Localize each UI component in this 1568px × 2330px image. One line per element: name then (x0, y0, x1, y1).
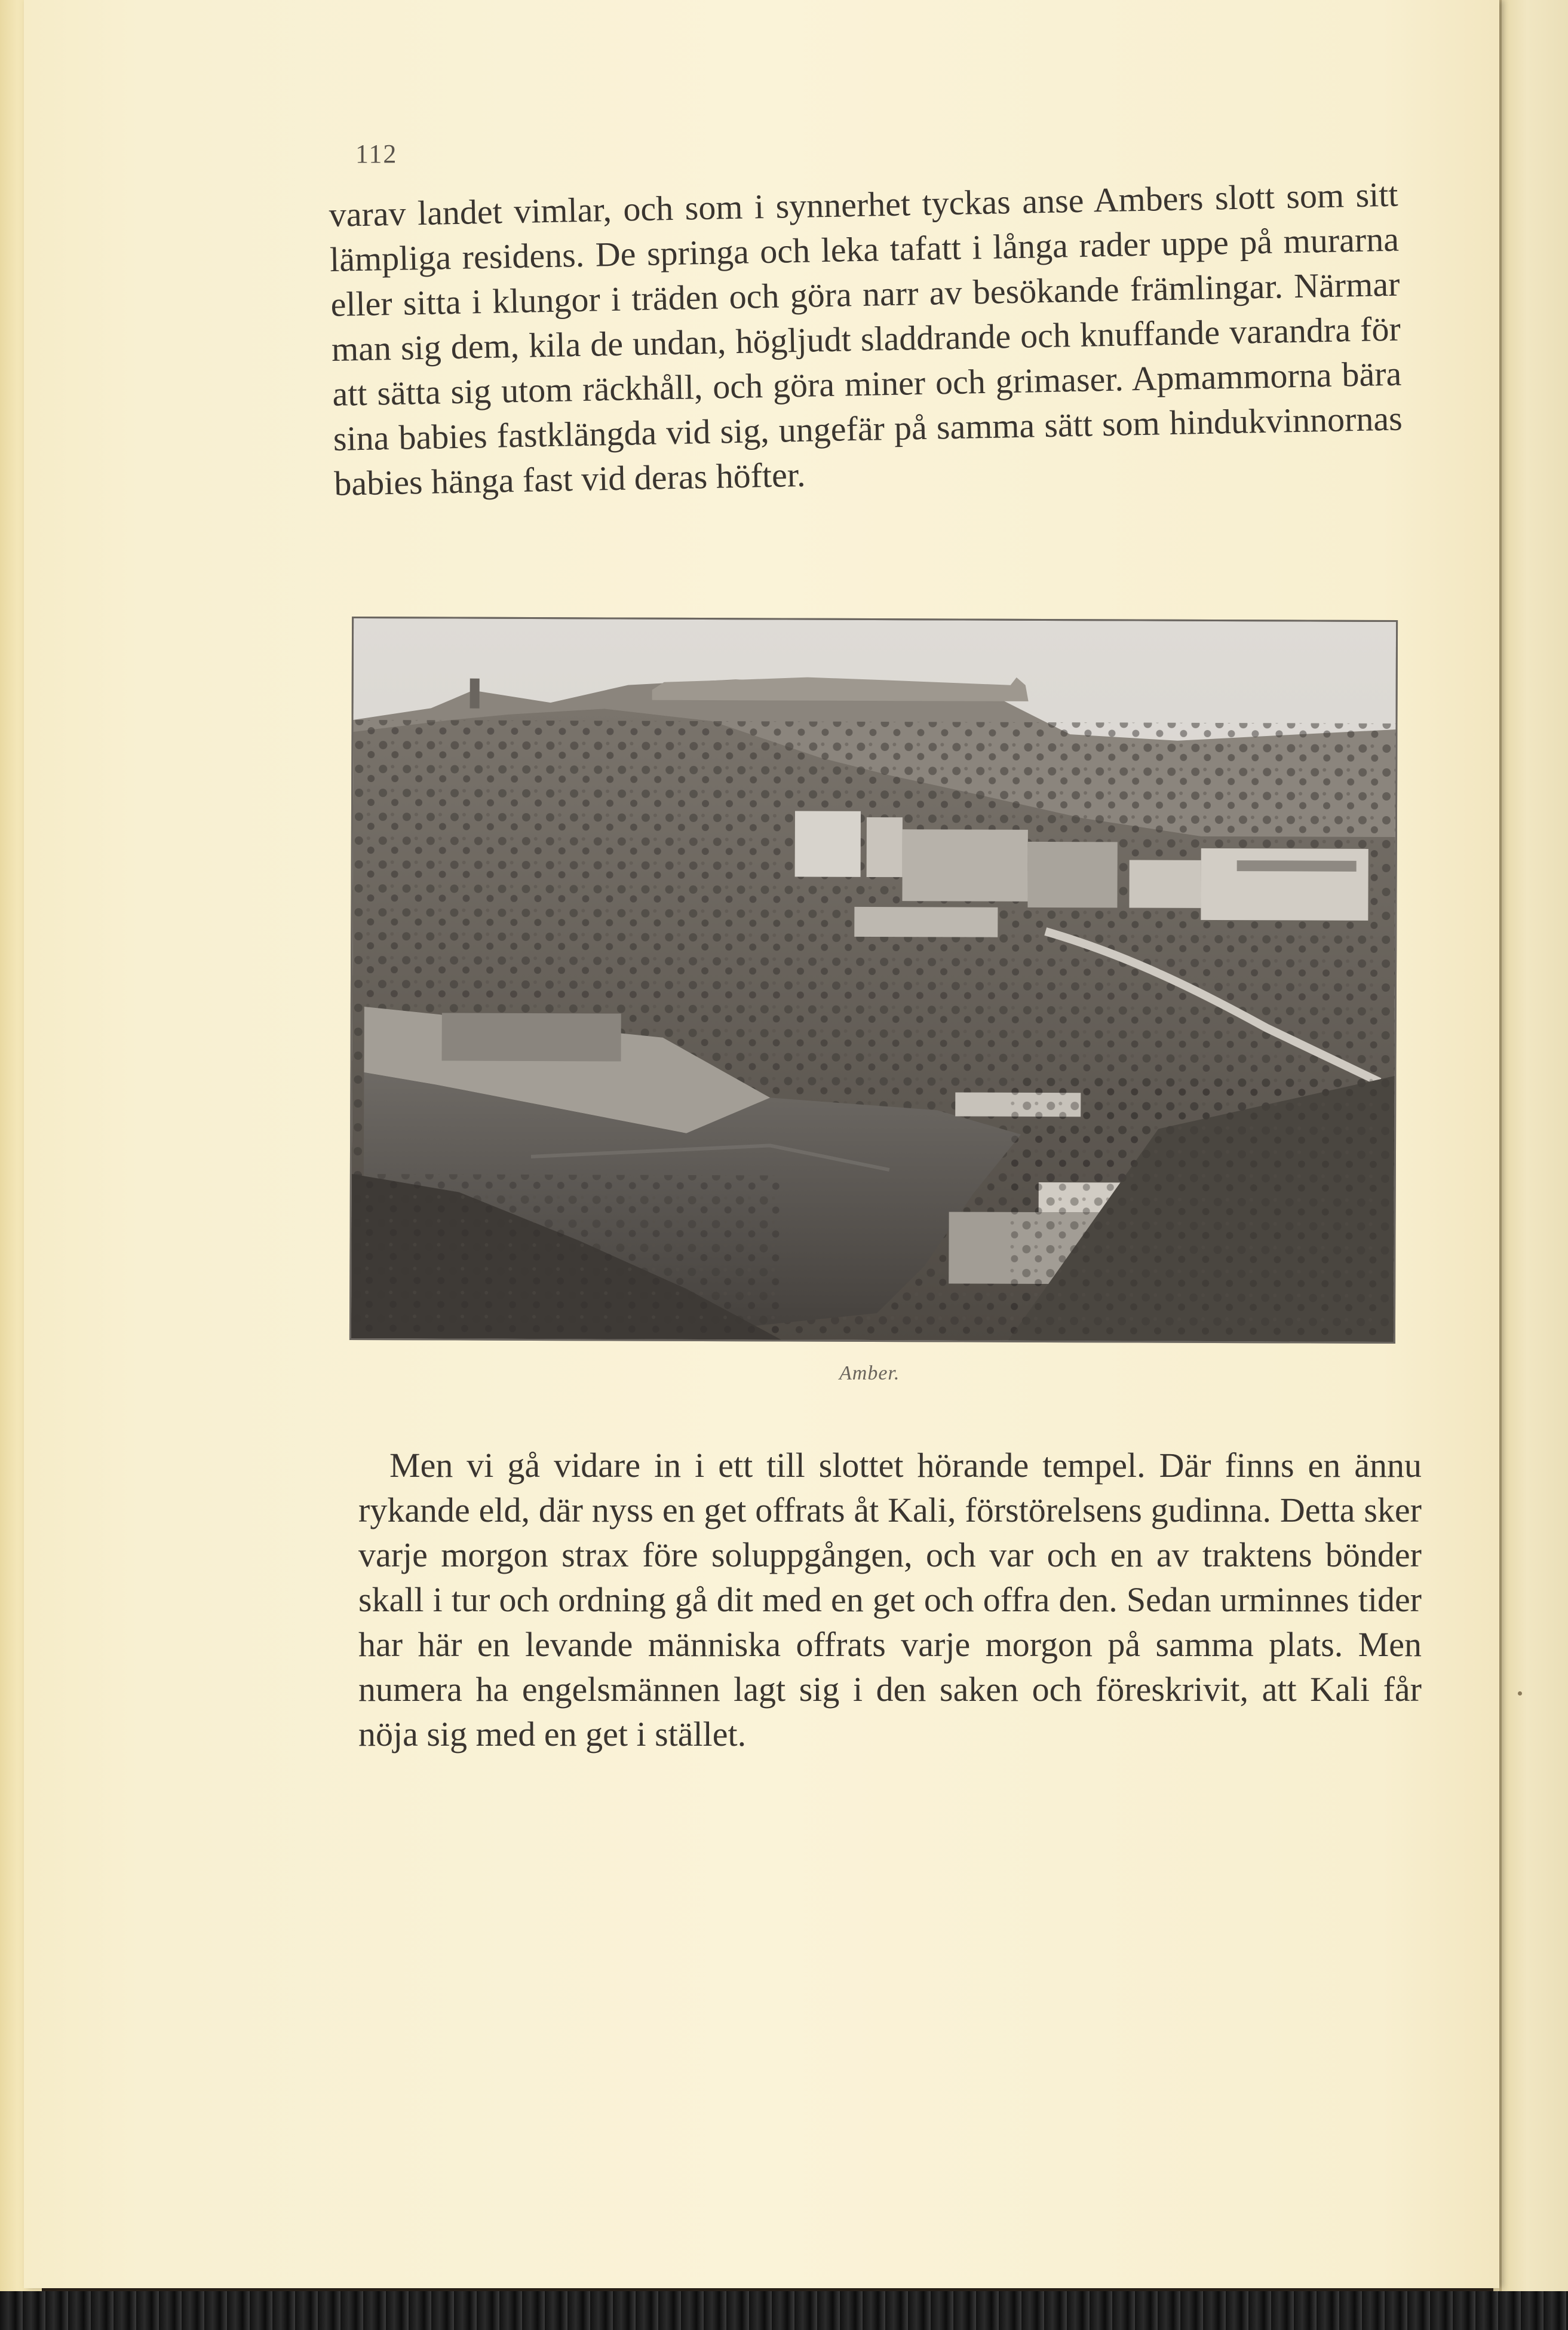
page-number: 112 (355, 139, 398, 168)
paragraph-text: varav landet vimlar, och som i synnerhet tyckas anse Ambers slott som sitt lämpliga residens. De springa och leka tafatt i långa rader uppe på murarna eller sitta i klungor i träden och göra narr av besökande främlingar. Närmar man sig dem, kila de undan, högljudt sladdrande och knuffande varandra för att sätta sig utom räckhåll, och göra miner och grimaser. Apmammorna bära sina babies fastklängda vid sig, ungefär på samma sätt som hindukvinnornas babies hänga fast vid deras höfter. (329, 174, 1403, 503)
photograph-amber-fort-image (351, 618, 1396, 1342)
stacked-page-edges (1493, 0, 1568, 2306)
page-edge-line (1499, 0, 1502, 2294)
figure-caption: Amber. (839, 1362, 900, 1384)
background-cloth (0, 2291, 1568, 2330)
paragraph-continued (329, 172, 1404, 506)
photograph-amber (349, 617, 1398, 1344)
paper-speck (1518, 1691, 1522, 1696)
paragraph-text: Men vi gå vidare in i ett till slottet hörande tempel. Där finns en ännu rykande eld, där nyss en get offrats åt Kali, förstörelsens gudinna. Detta sker varje morgon strax före soluppgången, och var och en av traktens bönder skall i tur och ordning gå dit med en get och offra den. Sedan urminnes tider har här en levande människa offrats varje morgon på samma plats. Men numera ha engelsmännen lagt sig i den saken och föreskrivit, att Kali får nöja sig med en get i stället. (358, 1446, 1422, 1753)
paragraph-new (358, 1443, 1422, 1756)
